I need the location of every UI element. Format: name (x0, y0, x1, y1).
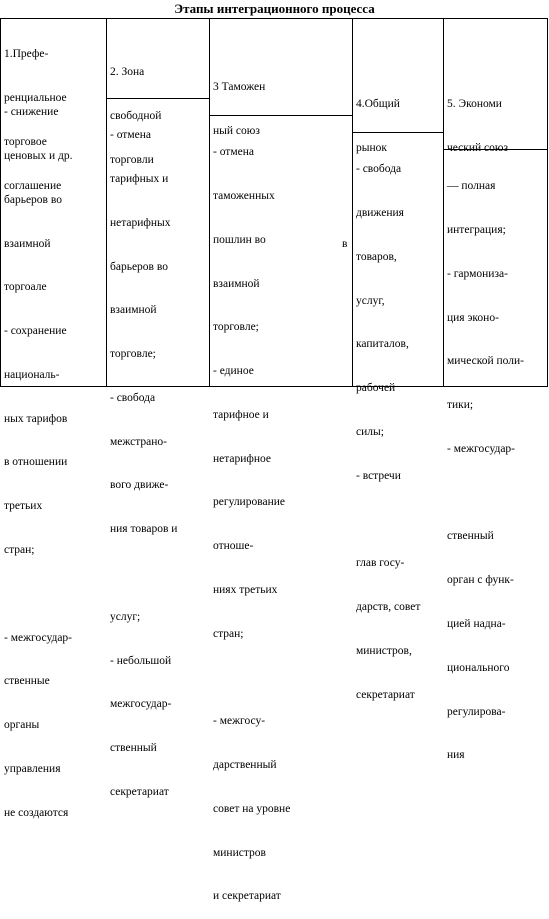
column-divider (352, 18, 353, 387)
body-line: силы; (356, 425, 384, 438)
header-line: 5. Экономи (447, 98, 502, 111)
body-line: стран; (4, 544, 35, 556)
body-line: - свобода (110, 391, 156, 404)
body-line: рабочей (356, 382, 396, 395)
column-divider (106, 18, 107, 387)
column-divider (209, 18, 210, 387)
body-line: секретариат (110, 785, 169, 798)
column-3-body (213, 116, 290, 919)
body-line: управления (4, 762, 61, 775)
column-2-body (110, 99, 177, 814)
body-line (447, 486, 524, 501)
body-line: таможенных (213, 189, 275, 202)
header-line: 4.Общий (356, 98, 400, 111)
body-line: регулирова- (447, 705, 506, 718)
body-line: стран; (213, 627, 244, 640)
body-line: ния товаров и (110, 523, 178, 536)
body-line: министров, (356, 644, 412, 657)
body-line: интеграция; (447, 223, 506, 236)
body-line: услуг; (110, 610, 141, 623)
body-line: торговле; (213, 321, 259, 334)
body-line: орган с функ- (447, 574, 514, 587)
header-line: ческий союз (447, 141, 509, 154)
header-line: 2. Зона (110, 66, 145, 79)
body-line: дарственный (213, 759, 277, 772)
body-line: - встречи (356, 469, 401, 482)
body-line: ция эконо- (447, 311, 499, 324)
body-line: в отношении (4, 456, 68, 469)
body-line: ственные (4, 675, 50, 688)
body-line: - снижение (4, 106, 59, 119)
body-line: - сохранение (4, 325, 67, 338)
body-line: и секретариат (213, 890, 281, 903)
body-line: ственный (110, 742, 157, 755)
body-line: межстрано- (110, 435, 167, 448)
table-border-right (547, 18, 548, 387)
body-line: регулирование (213, 496, 286, 509)
body-line: министров (213, 846, 266, 859)
body-line: движения (356, 206, 404, 219)
body-line: товаров, (356, 250, 397, 263)
header-line: свободной (110, 109, 162, 122)
body-line: взаимной (4, 237, 51, 250)
body-line: ственный (447, 530, 494, 543)
body-line: ценовых и др. (4, 149, 73, 162)
body-line: - единое (213, 365, 254, 378)
body-line: органы (4, 719, 40, 732)
body-line: совет на уровне (213, 802, 291, 815)
header-line: ренциальное (4, 91, 67, 104)
body-line: пошлин во (213, 233, 266, 246)
column-divider (443, 18, 444, 387)
header-line: торговое (4, 135, 47, 148)
body-line: - небольшой (110, 654, 172, 667)
body-line: тарифных и (110, 172, 169, 185)
body-line: ционального (447, 661, 510, 674)
body-line: - гармониза- (447, 267, 508, 280)
body-line: третьих (4, 500, 43, 513)
header-line: 3 Таможен (213, 81, 266, 94)
column-4-body (356, 133, 420, 717)
body-line: тики; (447, 399, 474, 412)
body-line: не создаются (4, 806, 69, 819)
body-line: барьеров во (110, 260, 168, 273)
header-line: 1.Префе- (4, 48, 49, 61)
body-line (356, 512, 420, 527)
body-line: услуг, (356, 294, 385, 307)
body-line: дарств, совет (356, 601, 421, 613)
body-line: межгосудар- (110, 698, 172, 711)
body-line: ниях третьих (213, 584, 278, 596)
body-line (110, 566, 177, 581)
body-line: тарифное и (213, 408, 269, 421)
table-border-top (0, 18, 548, 19)
body-line: ных тарифов (4, 412, 68, 425)
body-line: нетарифное (213, 452, 272, 465)
body-line: ния (447, 749, 465, 762)
header-line: торговли (110, 153, 154, 166)
body-line: капиталов, (356, 338, 409, 351)
body-line (213, 671, 290, 686)
body-line: — полная (447, 180, 496, 193)
body-line: барьеров во (4, 193, 62, 206)
body-line: отноше- (213, 540, 254, 553)
body-line: взаимной (213, 277, 260, 290)
column-5-body (447, 150, 524, 778)
body-line: - межгосудар- (447, 442, 516, 455)
header-line: рынок (356, 141, 387, 154)
body-line: - межгосудар- (4, 631, 73, 644)
body-line: глав госу- (356, 557, 405, 570)
body-line: секретариат (356, 688, 415, 701)
table-border-left (0, 18, 1, 387)
body-line: нетарифных (110, 216, 171, 229)
column-1-body (4, 76, 72, 835)
body-line: взаимной (110, 304, 157, 317)
stray-letter: в (342, 238, 348, 250)
body-line: - свобода (356, 163, 402, 176)
body-line: торгоале (4, 281, 47, 294)
header-line: соглашение (4, 179, 62, 192)
header-line: ный союз (213, 124, 260, 137)
body-line: националь- (4, 368, 60, 381)
body-line: - межгосу- (213, 715, 266, 728)
body-line: цией надна- (447, 618, 506, 630)
table-title: Этапы интеграционного процесса (174, 1, 375, 16)
body-line: - отмена (110, 129, 151, 142)
body-line: мической поли- (447, 355, 524, 368)
body-line (4, 587, 72, 602)
body-line: - отмена (213, 146, 254, 159)
body-line: вого движе- (110, 479, 169, 492)
body-line: торговле; (110, 348, 156, 361)
